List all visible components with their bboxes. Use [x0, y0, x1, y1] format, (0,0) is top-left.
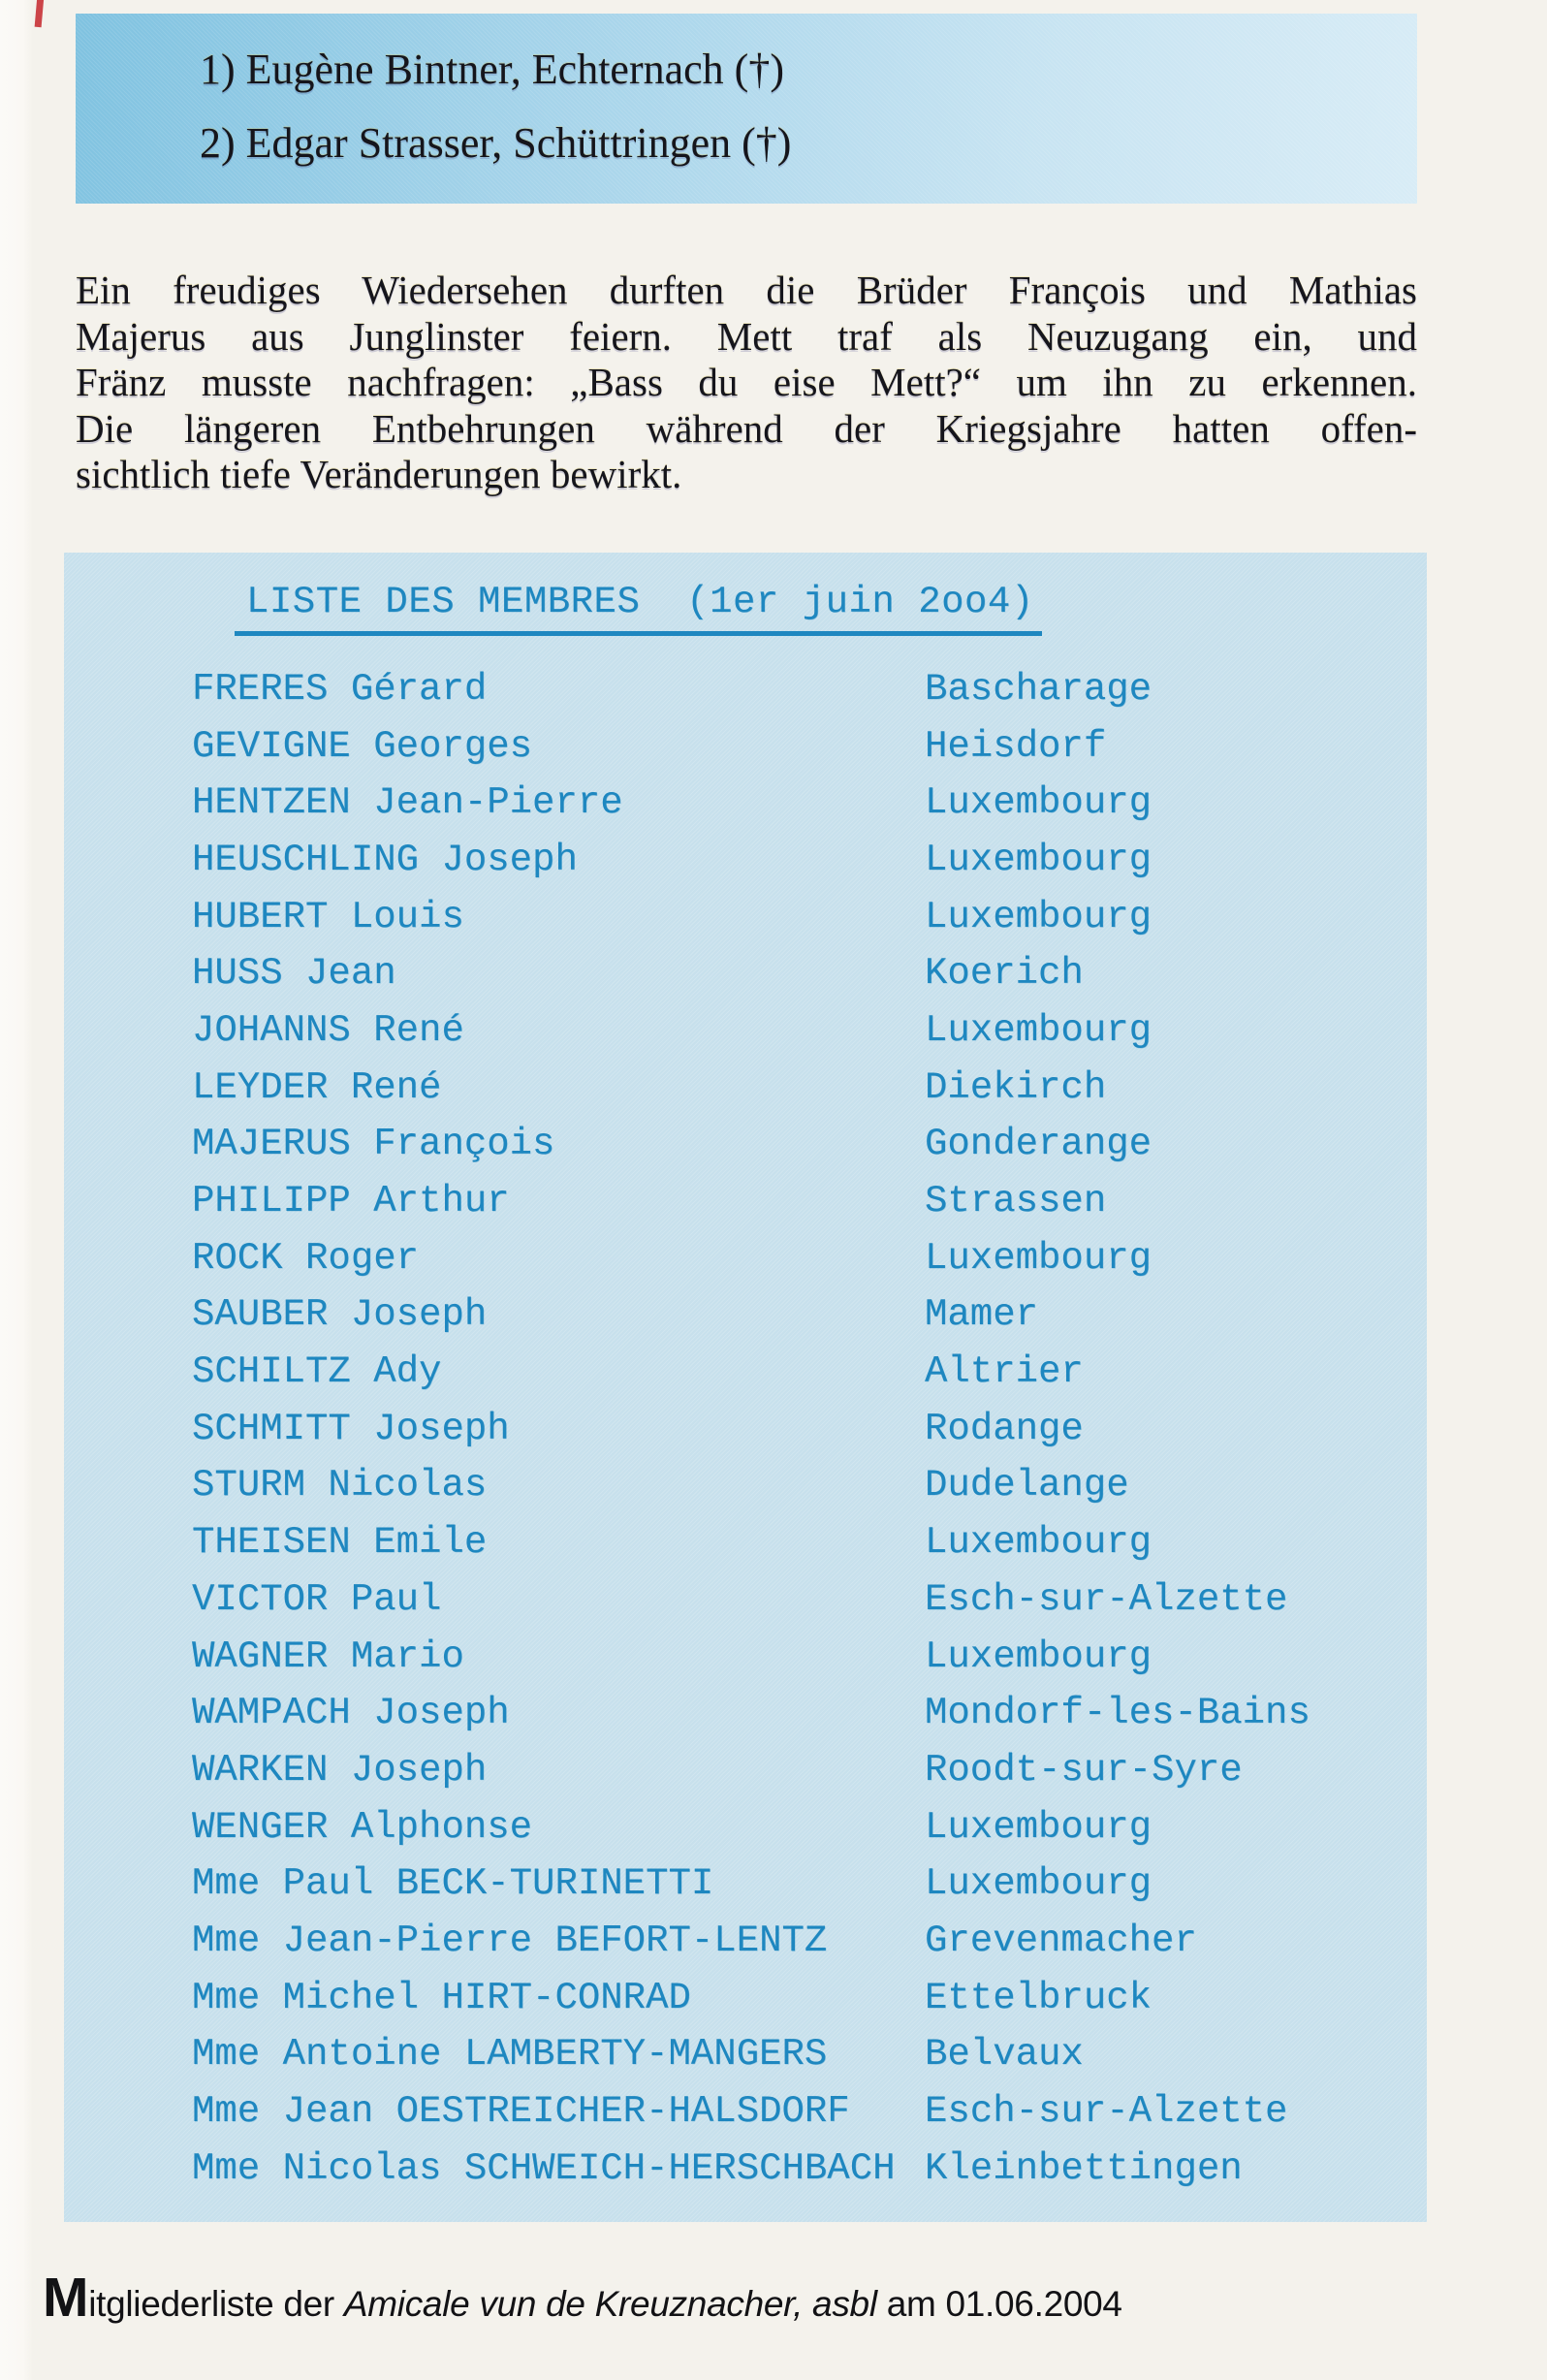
member-row	[64, 2027, 1427, 2084]
member-city: Luxembourg	[925, 1805, 1152, 1849]
photo-caption	[43, 2267, 1122, 2329]
paragraph-line: Majerus aus Junglinster feiern. Mett traf als Neuzugang ein, und	[76, 313, 1417, 359]
member-city: Strassen	[925, 1180, 1107, 1223]
member-name: THEISEN Emile	[192, 1521, 488, 1565]
member-city: Dudelange	[925, 1464, 1129, 1507]
member-row	[64, 775, 1427, 832]
member-city: Luxembourg	[925, 1521, 1152, 1565]
member-name: Mme Nicolas SCHWEICH-HERSCHBACH	[192, 2146, 896, 2190]
member-rows	[64, 661, 1427, 2198]
deceased-member-line: 2) Edgar Strasser, Schüttringen (†)	[200, 119, 792, 167]
member-name: ROCK Roger	[192, 1236, 420, 1280]
member-row	[64, 1856, 1427, 1913]
page-edge-strip	[0, 0, 33, 2380]
member-row	[64, 1173, 1427, 1230]
member-name: HENTZEN Jean-Pierre	[192, 781, 623, 825]
member-name: PHILIPP Arthur	[192, 1180, 510, 1223]
member-list-box	[64, 553, 1427, 2222]
member-list-title: LISTE DES MEMBRES (1er juin 2oo4)	[235, 580, 1042, 636]
member-name: JOHANNS René	[192, 1008, 464, 1052]
member-city: Altrier	[925, 1350, 1084, 1394]
member-row	[64, 1287, 1427, 1345]
member-name: LEYDER René	[192, 1065, 442, 1109]
member-name: GEVIGNE Georges	[192, 724, 533, 768]
member-city: Luxembourg	[925, 1008, 1152, 1052]
member-row	[64, 1060, 1427, 1117]
member-city: Esch-sur-Alzette	[925, 1577, 1288, 1621]
member-city: Mondorf-les-Bains	[925, 1692, 1310, 1735]
member-row	[64, 1230, 1427, 1287]
story-paragraph	[76, 268, 1417, 498]
member-city: Luxembourg	[925, 895, 1152, 938]
member-city: Mamer	[925, 1293, 1039, 1337]
member-name: Mme Paul BECK-TURINETTI	[192, 1862, 714, 1906]
member-city: Luxembourg	[925, 781, 1152, 825]
member-city: Belvaux	[925, 2033, 1084, 2077]
member-row	[64, 1970, 1427, 2027]
member-list-heading-wrap	[235, 580, 1427, 636]
scan-artifact-red-mark	[35, 0, 45, 27]
member-city: Bascharage	[925, 667, 1152, 711]
member-name: Mme Antoine LAMBERTY-MANGERS	[192, 2033, 828, 2077]
member-name: SCHMITT Joseph	[192, 1407, 510, 1450]
member-name: MAJERUS François	[192, 1123, 555, 1166]
member-row	[64, 2141, 1427, 2198]
caption-date: am 01.06.2004	[876, 2284, 1122, 2324]
member-row	[64, 2083, 1427, 2141]
member-name: Mme Jean OESTREICHER-HALSDORF	[192, 2090, 850, 2134]
caption-association-name: Amicale vun de Kreuznacher, asbl	[343, 2284, 877, 2324]
paragraph-line: sichtlich tiefe Veränderungen bewirkt.	[76, 452, 682, 496]
paragraph-line: Die längeren Entbehrungen während der Kriegsjahre hatten offen-	[76, 405, 1417, 451]
paragraph-line: Ein freudiges Wiedersehen durften die Brüder François und Mathias	[76, 268, 1417, 312]
member-city: Luxembourg	[925, 1862, 1152, 1906]
member-row	[64, 1117, 1427, 1174]
member-city: Kleinbettingen	[925, 2146, 1243, 2190]
member-row	[64, 832, 1427, 889]
member-name: VICTOR Paul	[192, 1577, 442, 1621]
paragraph-line: Fränz musste nachfragen: „Bass du eise Mett?“ um ihn zu erkennen.	[76, 360, 1417, 404]
member-city: Koerich	[925, 952, 1084, 996]
member-row	[64, 1629, 1427, 1686]
member-city: Gonderange	[925, 1123, 1152, 1166]
member-name: HEUSCHLING Joseph	[192, 838, 578, 881]
member-city: Luxembourg	[925, 1236, 1152, 1280]
deceased-members-lines	[76, 14, 1417, 180]
member-row	[64, 1571, 1427, 1629]
member-row	[64, 1913, 1427, 1970]
member-name: WARKEN Joseph	[192, 1748, 488, 1792]
member-name: Mme Michel HIRT-CONRAD	[192, 1976, 691, 2019]
member-row	[64, 889, 1427, 946]
member-city: Luxembourg	[925, 838, 1152, 881]
member-name: HUSS Jean	[192, 952, 396, 996]
member-city: Ettelbruck	[925, 1976, 1152, 2019]
member-row	[64, 1344, 1427, 1401]
member-name: WAGNER Mario	[192, 1634, 464, 1678]
member-name: HUBERT Louis	[192, 895, 464, 938]
member-city: Luxembourg	[925, 1634, 1152, 1678]
member-row	[64, 1514, 1427, 1571]
member-row	[64, 1002, 1427, 1060]
caption-text: itgliederliste der	[88, 2284, 344, 2324]
member-city: Esch-sur-Alzette	[925, 2090, 1288, 2134]
member-name: WENGER Alphonse	[192, 1805, 533, 1849]
member-row	[64, 1458, 1427, 1515]
deceased-members-box	[76, 14, 1417, 204]
member-name: FRERES Gérard	[192, 667, 488, 711]
deceased-member-line: 1) Eugène Bintner, Echternach (†)	[200, 46, 784, 93]
member-name: SAUBER Joseph	[192, 1293, 488, 1337]
member-city: Grevenmacher	[925, 1919, 1197, 1962]
member-row	[64, 1742, 1427, 1799]
member-city: Rodange	[925, 1407, 1084, 1450]
member-row	[64, 1685, 1427, 1742]
member-row	[64, 945, 1427, 1002]
member-name: STURM Nicolas	[192, 1464, 488, 1507]
member-row	[64, 1799, 1427, 1856]
caption-drop-cap: M	[43, 2267, 89, 2329]
member-city: Diekirch	[925, 1065, 1107, 1109]
member-city: Heisdorf	[925, 724, 1107, 768]
member-name: SCHILTZ Ady	[192, 1350, 442, 1394]
member-name: WAMPACH Joseph	[192, 1692, 510, 1735]
member-row	[64, 1401, 1427, 1458]
member-row	[64, 718, 1427, 776]
member-name: Mme Jean-Pierre BEFORT-LENTZ	[192, 1919, 828, 1962]
member-city: Roodt-sur-Syre	[925, 1748, 1243, 1792]
member-row	[64, 661, 1427, 718]
